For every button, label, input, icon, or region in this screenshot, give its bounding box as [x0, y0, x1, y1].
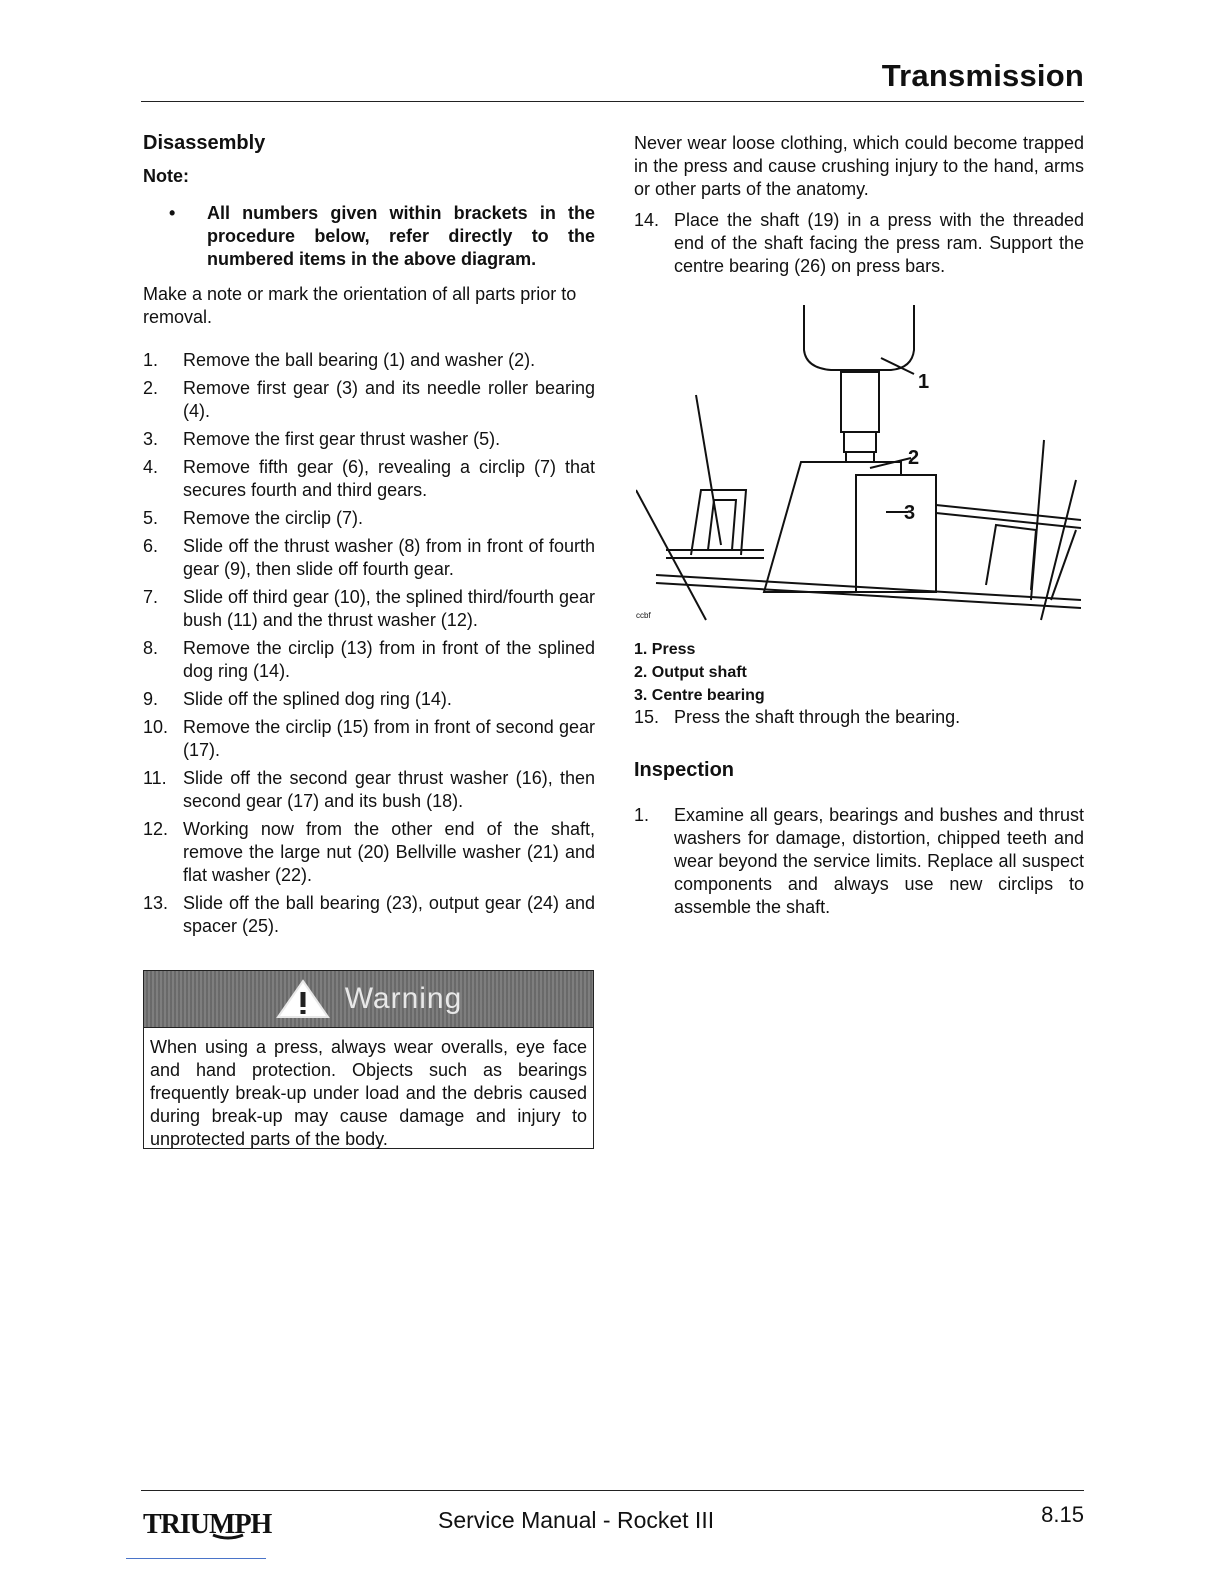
- list-item: [143, 507, 595, 530]
- step-number: 13.: [143, 893, 169, 913]
- press-steps: [634, 209, 1084, 278]
- warning-box: [143, 970, 594, 1149]
- press-diagram: [636, 300, 1081, 630]
- note-bullet: [169, 202, 595, 271]
- brand-text: TRIUMPH: [143, 1509, 272, 1540]
- callout-1: 1: [918, 371, 930, 393]
- list-item: [143, 349, 595, 372]
- step-number: 7.: [143, 587, 159, 607]
- figure-code: ccbf: [636, 611, 651, 620]
- step-number: 15.: [634, 707, 660, 727]
- list-item: [634, 804, 1084, 919]
- list-item: [143, 586, 595, 632]
- step-number: 8.: [143, 638, 159, 658]
- step-text: Slide off the ball bearing (23), output gear (24) and spacer (25).: [183, 893, 595, 936]
- caption-press: 1. Press: [634, 641, 696, 658]
- step-number: 3.: [143, 429, 159, 449]
- list-item: [143, 377, 595, 423]
- list-item: [143, 456, 595, 502]
- step-number: 1.: [143, 350, 159, 370]
- warning-banner: [144, 971, 593, 1028]
- list-item: [634, 209, 1084, 278]
- step-text: Remove the circlip (13) from in front of the splined dog ring (14).: [183, 638, 595, 681]
- footer-underline: [126, 1558, 266, 1559]
- press-ram: [804, 305, 914, 370]
- step-text: Slide off the second gear thrust washer (16), then second gear (17) and its bush (18).: [183, 768, 595, 811]
- figure-captions: [634, 638, 765, 707]
- list-item: [143, 535, 595, 581]
- step-text: Remove the first gear thrust washer (5).: [183, 429, 501, 449]
- press-diagram-illustration: [636, 300, 1081, 630]
- callout-3: 3: [904, 502, 916, 524]
- section-title: Transmission: [881, 58, 1084, 93]
- inspection-heading: Inspection: [634, 759, 735, 781]
- list-item: [143, 767, 595, 813]
- list-item: [143, 428, 595, 451]
- step-text: Remove the circlip (15) from in front of second gear (17).: [183, 717, 595, 760]
- step-text: Working now from the other end of the shaft, remove the large nut (20) Bellville washer (21) and flat washer (22).: [183, 819, 595, 885]
- page-number: 8.15: [1041, 1502, 1084, 1527]
- list-item: [143, 818, 595, 887]
- step-text: Remove the ball bearing (1) and washer (2).: [183, 350, 536, 370]
- step-number: 10.: [143, 717, 169, 737]
- step-number: 14.: [634, 210, 660, 230]
- inspection-steps: [634, 804, 1084, 919]
- step-text: Press the shaft through the bearing.: [674, 707, 961, 727]
- intro-text: Make a note or mark the orientation of all parts prior to removal.: [143, 284, 577, 327]
- step-text: Slide off the splined dog ring (14).: [183, 689, 452, 709]
- caption-output-shaft: 2. Output shaft: [634, 664, 747, 681]
- disassembly-steps: [143, 349, 595, 938]
- list-item: [143, 716, 595, 762]
- step-text: Remove the circlip (7).: [183, 508, 364, 528]
- list-item: [143, 892, 595, 938]
- manual-title: Service Manual - Rocket III: [438, 1507, 715, 1533]
- step-text: Slide off third gear (10), the splined third/fourth gear bush (11) and the thrust washer (12).: [183, 587, 595, 630]
- triumph-logo-icon: [143, 1503, 273, 1543]
- step-number: 6.: [143, 536, 159, 556]
- step-number: 1.: [634, 805, 650, 825]
- list-item: [143, 688, 595, 711]
- caption-centre-bearing: 3. Centre bearing: [634, 687, 765, 704]
- footer-rule: [141, 1490, 1084, 1491]
- header-rule: [141, 101, 1084, 102]
- step-text: Examine all gears, bearings and bushes and thrust washers for damage, distortion, chipped teeth and wear beyond the service limits. Replace all suspect components and always use new circlips to assemble the shaft.: [674, 805, 1084, 917]
- press-step-15: [634, 706, 1084, 729]
- callout-2: 2: [908, 447, 920, 469]
- left-column: [143, 132, 595, 943]
- triumph-logo: [143, 1503, 273, 1548]
- step-number: 11.: [143, 768, 167, 788]
- step-number: 12.: [143, 819, 169, 839]
- step-text: Remove fifth gear (6), revealing a circlip (7) that secures fourth and third gears.: [183, 457, 595, 500]
- step-text: Slide off the thrust washer (8) from in front of fourth gear (9), then slide off fourth gear.: [183, 536, 595, 579]
- step-number: 4.: [143, 457, 159, 477]
- note-label: Note:: [143, 166, 189, 186]
- step-number: 9.: [143, 689, 159, 709]
- caution-text: Never wear loose clothing, which could become trapped in the press and cause crushing injury to the hand, arms or other parts of the anatomy.: [634, 133, 1084, 199]
- right-column-lower: [634, 706, 1084, 924]
- step-number: 2.: [143, 378, 159, 398]
- list-item: [634, 706, 1084, 729]
- step-number: 5.: [143, 508, 159, 528]
- note-bullet-text: All numbers given within brackets in the procedure below, refer directly to the numbered items in the above diagram.: [207, 203, 595, 269]
- disassembly-heading: Disassembly: [143, 132, 266, 154]
- warning-title: Warning: [344, 982, 463, 1015]
- step-text: Remove first gear (3) and its needle roller bearing (4).: [183, 378, 595, 421]
- warning-text: When using a press, always wear overalls, eye face and hand protection. Objects such as bearings frequently break-up under load and the debris caused during break-up may cause damage and injury to unprotected parts of the body.: [150, 1037, 587, 1149]
- list-item: [143, 637, 595, 683]
- warning-triangle-icon: [275, 978, 331, 1020]
- step-text: Place the shaft (19) in a press with the threaded end of the shaft facing the press ram. Support the centre bearing (26) on press bars.: [674, 210, 1084, 276]
- bullet-icon: •: [169, 203, 176, 223]
- right-column: [634, 132, 1084, 283]
